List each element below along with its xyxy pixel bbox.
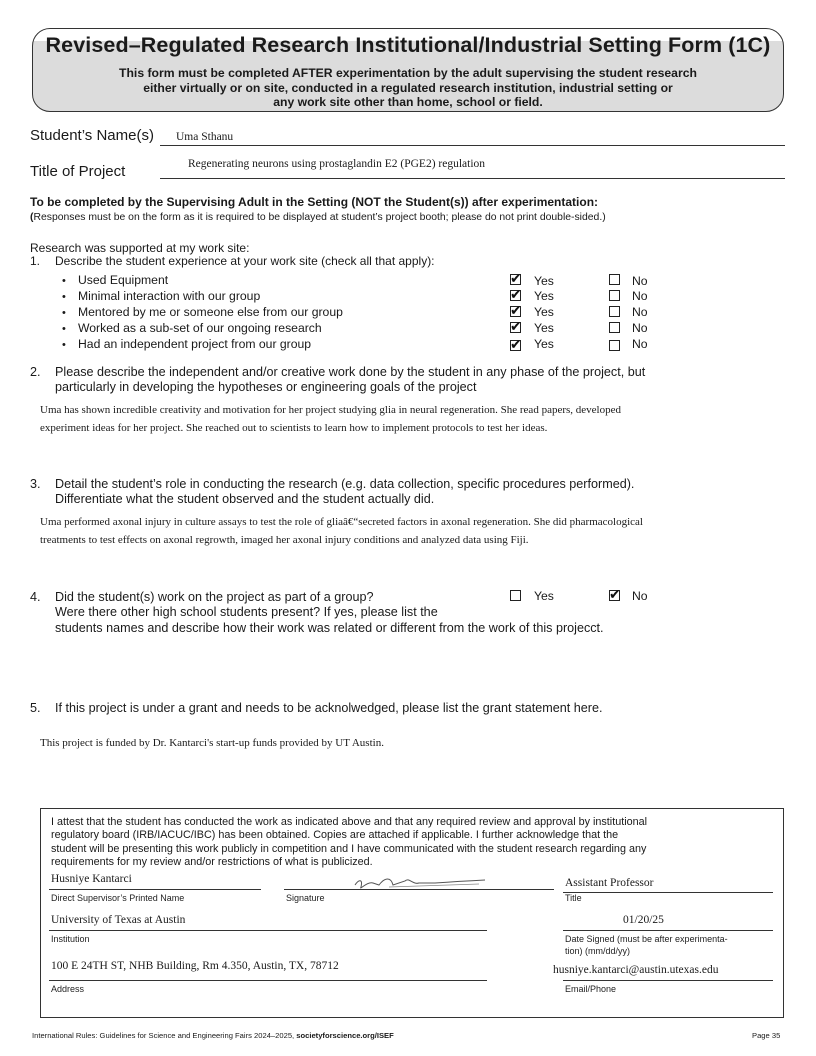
address-field[interactable]: 100 E 24TH ST, NHB Building, Rm 4.350, Austin, TX, 78712: [51, 960, 339, 972]
project-title-field[interactable]: Regenerating neurons using prostaglandin E2 (PGE2) regulation: [188, 158, 486, 170]
supervisor-name-field[interactable]: Husniye Kantarci: [51, 873, 132, 885]
q3-answer[interactable]: [40, 513, 643, 549]
instructions-heading: To be completed by the Supervising Adult in the Setting (NOT the Student(s)) after experimentation:: [30, 195, 599, 209]
student-name-label: Student’s Name(s): [30, 127, 154, 144]
q1-item-label: Worked as a sub-set of our ongoing research: [78, 321, 322, 335]
q2-text-line2: particularly in developing the hypotheses or engineering goals of the project: [55, 380, 477, 394]
title-field[interactable]: Assistant Professor: [565, 877, 654, 889]
q1-item-yes-checkbox[interactable]: [510, 322, 521, 333]
q5-text: If this project is under a grant and needs to be acknolwedged, please list the grant statement here.: [55, 701, 603, 715]
q3-text-line2: Differentiate what the student observed and the student actually did.: [55, 492, 435, 506]
attestation-text: [51, 816, 647, 869]
bullet: •: [62, 323, 66, 335]
note-text: Responses must be on the form as it is required to be displayed at student’s project booth; please do not print double-sided.): [33, 212, 606, 223]
q1-item-label: Had an independent project from our group: [78, 337, 312, 351]
yes-label: Yes: [534, 321, 554, 335]
q1-item-yes-checkbox[interactable]: [510, 274, 521, 285]
q1-item-no-checkbox[interactable]: [609, 274, 620, 285]
q5-number: 5.: [30, 701, 41, 715]
bullet: •: [62, 275, 66, 287]
no-label: No: [632, 305, 648, 319]
q1-item-yes-checkbox[interactable]: [510, 306, 521, 317]
q2-number: 2.: [30, 365, 41, 379]
q4-no-label: No: [632, 589, 648, 603]
note-paren: (: [30, 212, 34, 223]
email-label: Email/Phone: [565, 984, 617, 994]
q1-item-no-checkbox[interactable]: [609, 306, 620, 317]
q1-item-label: Mentored by me or someone else from our group: [78, 305, 343, 319]
q4-no-checkbox[interactable]: [609, 590, 620, 601]
title-line: [563, 892, 773, 893]
attest-line2: regulatory board (IRB/IACUC/IBC) has been obtained. Copies are attached if applicable. I further acknowledge that the: [51, 829, 619, 842]
page-number: Page 35: [752, 1031, 781, 1040]
project-title-line: [160, 178, 785, 179]
q4-number: 4.: [30, 590, 41, 604]
date-label-line1: Date Signed (must be after experimenta-: [565, 934, 728, 944]
form-subtitle: [73, 66, 743, 110]
q1-item-label: Used Equipment: [78, 273, 169, 287]
institution-field[interactable]: University of Texas at Austin: [51, 914, 186, 926]
no-label: No: [632, 337, 648, 351]
project-title-label: Title of Project: [30, 163, 126, 180]
yes-label: Yes: [534, 274, 554, 288]
attest-line3: student will be presenting this work publicly in competition and I have communicated with the student research regarding any: [51, 842, 647, 855]
institution-label: Institution: [51, 934, 90, 944]
title-label: Title: [565, 893, 582, 903]
date-signed-label: [565, 934, 728, 957]
form-header: [32, 28, 784, 112]
q2-text-line1: Please describe the independent and/or creative work done by the student in any phase of the project, but: [55, 365, 646, 379]
student-name-field[interactable]: Uma Sthanu: [176, 131, 234, 143]
q3-text-line1: Detail the student’s role in conducting the research (e.g. data collection, specific procedures performed).: [55, 477, 635, 491]
q1-item-no-checkbox[interactable]: [609, 290, 620, 301]
attest-line4: requirements for my review and/or restrictions of what is publicized.: [51, 855, 373, 868]
q2-answer-line1: Uma has shown incredible creativity and motivation for her project studying glia in neural regeneration. She read papers, developed: [40, 404, 621, 416]
date-signed-field[interactable]: 01/20/25: [623, 914, 664, 926]
institution-line: [49, 930, 487, 931]
q1-item-yes-checkbox[interactable]: [510, 340, 521, 351]
attestation-box: [40, 808, 784, 1018]
footer-link[interactable]: societyforscience.org/ISEF: [296, 1031, 394, 1040]
date-label-line2: tion) (mm/dd/yy): [565, 945, 631, 956]
footer-left-text: International Rules: Guidelines for Science and Engineering Fairs 2024–2025,: [32, 1031, 297, 1040]
signature-label: Signature: [286, 893, 325, 903]
q4-yes-label: Yes: [534, 589, 554, 603]
email-field[interactable]: husniye.kantarci@austin.utexas.edu: [553, 964, 719, 976]
supervisor-name-line: [49, 889, 261, 890]
address-line: [49, 980, 487, 981]
q1-item-yes-checkbox[interactable]: [510, 290, 521, 301]
q5-answer[interactable]: This project is funded by Dr. Kantarci's start-up funds provided by UT Austin.: [40, 737, 384, 749]
supervisor-name-label: Direct Supervisor’s Printed Name: [51, 893, 185, 903]
subtitle-line-1: This form must be completed AFTER experimentation by the adult supervising the student research: [119, 66, 697, 80]
bullet: •: [62, 291, 66, 303]
form-title: Revised–Regulated Research Institutional/Industrial Setting Form (1C): [45, 33, 771, 57]
no-label: No: [632, 321, 648, 335]
instructions-note: [30, 212, 606, 223]
q1-intro: Research was supported at my work site:: [30, 241, 250, 255]
q4-text-line1: Did the student(s) work on the project as part of a group?: [55, 590, 374, 604]
subtitle-line-3: any work site other than home, school or field.: [273, 95, 543, 109]
address-label: Address: [51, 984, 85, 994]
subtitle-line-2: either virtually or on site, conducted in a regulated research institution, industrial setting or: [143, 80, 673, 95]
no-label: No: [632, 274, 648, 288]
q4-yes-checkbox[interactable]: [510, 590, 521, 601]
email-line: [563, 980, 773, 981]
yes-label: Yes: [534, 289, 554, 303]
q3-number: 3.: [30, 477, 41, 491]
student-name-line: [160, 145, 785, 146]
q1-item-no-checkbox[interactable]: [609, 340, 620, 351]
yes-label: Yes: [534, 337, 554, 351]
q2-answer-line2: experiment ideas for her project. She reached out to scientists to learn how to implement protocols to test her ideas.: [40, 422, 548, 434]
bullet: •: [62, 339, 66, 351]
attest-line1: I attest that the student has conducted the work as indicated above and that any required review and approval by institutional: [51, 816, 648, 828]
q4-text-line3: students names and describe how their work was related or different from the work of this projecct.: [55, 621, 604, 635]
bullet: •: [62, 307, 66, 319]
q1-item-label: Minimal interaction with our group: [78, 289, 261, 303]
footer-text: [32, 1031, 394, 1040]
date-signed-line: [563, 930, 773, 931]
yes-label: Yes: [534, 305, 554, 319]
q3-answer-line1: Uma performed axonal injury in culture assays to test the role of gliaâ€“secreted factors in axonal regeneration. She did pharmacological: [40, 516, 643, 528]
q4-text-line2: Were there other high school students present? If yes, please list the: [55, 605, 438, 619]
signature-line: [284, 889, 554, 890]
no-label: No: [632, 289, 648, 303]
q2-answer[interactable]: [40, 401, 621, 437]
q1-number: 1.: [30, 254, 41, 268]
q3-answer-line2: treatments to test effects on axonal regrowth, imaged her axonal injury conditions and analyzed data using Fiji.: [40, 534, 529, 546]
q1-text: Describe the student experience at your work site (check all that apply):: [55, 254, 435, 268]
q1-item-no-checkbox[interactable]: [609, 322, 620, 333]
